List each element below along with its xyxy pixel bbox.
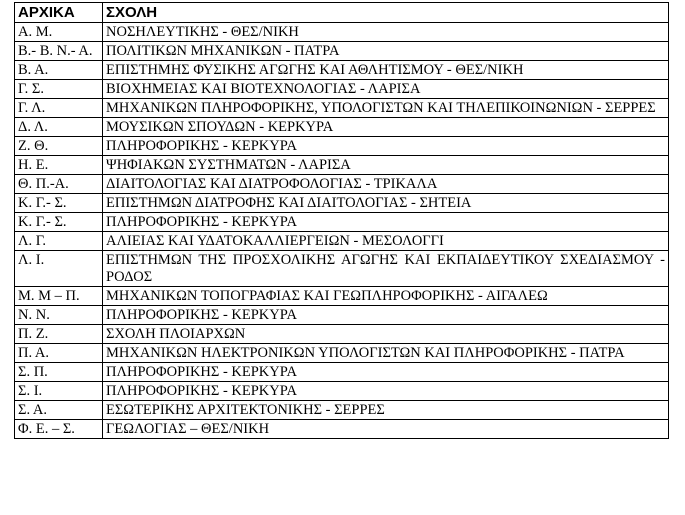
- cell-school: ΕΠΙΣΤΗΜΩΝ ΤΗΣ ΠΡΟΣΧΟΛΙΚΗΣ ΑΓΩΓΗΣ ΚΑΙ ΕΚΠΑΙΔΕΥΤΙΚΟΥ ΣΧΕΔΙΑΣΜΟΥ - ΡΟΔΟΣ: [103, 251, 669, 287]
- schools-table: [14, 2, 669, 439]
- cell-school: ΨΗΦΙΑΚΩΝ ΣΥΣΤΗΜΑΤΩΝ - ΛΑΡΙΣΑ: [103, 156, 669, 175]
- cell-abbreviation: Π. Ζ.: [15, 325, 103, 344]
- cell-school: ΑΛΙΕΙΑΣ ΚΑΙ ΥΔΑΤΟΚΑΛΛΙΕΡΓΕΙΩΝ - ΜΕΣΟΛΟΓΓΙ: [103, 232, 669, 251]
- header-row: [15, 3, 669, 23]
- cell-school: ΜΗΧΑΝΙΚΩΝ ΤΟΠΟΓΡΑΦΙΑΣ ΚΑΙ ΓΕΩΠΛΗΡΟΦΟΡΙΚΗΣ - ΑΙΓΑΛΕΩ: [103, 287, 669, 306]
- table-row: [15, 118, 669, 137]
- table-row: [15, 251, 669, 287]
- cell-abbreviation: Φ. Ε. – Σ.: [15, 420, 103, 439]
- cell-school: ΝΟΣΗΛΕΥΤΙΚΗΣ - ΘΕΣ/ΝΙΚΗ: [103, 23, 669, 42]
- cell-school: ΕΣΩΤΕΡΙΚΗΣ ΑΡΧΙΤΕΚΤΟΝΙΚΗΣ - ΣΕΡΡΕΣ: [103, 401, 669, 420]
- cell-school: ΣΧΟΛΗ ΠΛΟΙΑΡΧΩΝ: [103, 325, 669, 344]
- table-row: [15, 194, 669, 213]
- table-row: [15, 363, 669, 382]
- table-row: [15, 175, 669, 194]
- table-body: [15, 23, 669, 439]
- cell-abbreviation: Α. Μ.: [15, 23, 103, 42]
- table-row: [15, 325, 669, 344]
- cell-abbreviation: Σ. Ι.: [15, 382, 103, 401]
- table-row: [15, 156, 669, 175]
- cell-abbreviation: Η. Ε.: [15, 156, 103, 175]
- table-row: [15, 23, 669, 42]
- cell-school: ΜΟΥΣΙΚΩΝ ΣΠΟΥΔΩΝ - ΚΕΡΚΥΡΑ: [103, 118, 669, 137]
- table-row: [15, 80, 669, 99]
- cell-abbreviation: Σ. Π.: [15, 363, 103, 382]
- cell-school: ΜΗΧΑΝΙΚΩΝ ΠΛΗΡΟΦΟΡΙΚΗΣ, ΥΠΟΛΟΓΙΣΤΩΝ ΚΑΙ ΤΗΛΕΠΙΚΟΙΝΩΝΙΩΝ - ΣΕΡΡΕΣ: [103, 99, 669, 118]
- cell-abbreviation: Σ. Α.: [15, 401, 103, 420]
- cell-abbreviation: Μ. Μ – Π.: [15, 287, 103, 306]
- cell-abbreviation: Κ. Γ.- Σ.: [15, 213, 103, 232]
- cell-abbreviation: Β. Α.: [15, 61, 103, 80]
- cell-school: ΓΕΩΛΟΓΙΑΣ – ΘΕΣ/ΝΙΚΗ: [103, 420, 669, 439]
- table-row: [15, 42, 669, 61]
- cell-school: ΠΛΗΡΟΦΟΡΙΚΗΣ - ΚΕΡΚΥΡΑ: [103, 363, 669, 382]
- cell-abbreviation: Ν. Ν.: [15, 306, 103, 325]
- cell-school: ΕΠΙΣΤΗΜΩΝ ΔΙΑΤΡΟΦΗΣ ΚΑΙ ΔΙΑΙΤΟΛΟΓΙΑΣ - ΣΗΤΕΙΑ: [103, 194, 669, 213]
- table-row: [15, 344, 669, 363]
- cell-abbreviation: Θ. Π.-Α.: [15, 175, 103, 194]
- cell-school: ΕΠΙΣΤΗΜΗΣ ΦΥΣΙΚΗΣ ΑΓΩΓΗΣ ΚΑΙ ΑΘΛΗΤΙΣΜΟΥ - ΘΕΣ/ΝΙΚΗ: [103, 61, 669, 80]
- table-row: [15, 61, 669, 80]
- cell-school: ΔΙΑΙΤΟΛΟΓΙΑΣ ΚΑΙ ΔΙΑΤΡΟΦΟΛΟΓΙΑΣ - ΤΡΙΚΑΛΑ: [103, 175, 669, 194]
- table-row: [15, 137, 669, 156]
- cell-school: ΠΛΗΡΟΦΟΡΙΚΗΣ - ΚΕΡΚΥΡΑ: [103, 137, 669, 156]
- cell-school: ΒΙΟΧΗΜΕΙΑΣ ΚΑΙ ΒΙΟΤΕΧΝΟΛΟΓΙΑΣ - ΛΑΡΙΣΑ: [103, 80, 669, 99]
- cell-abbreviation: Γ. Σ.: [15, 80, 103, 99]
- cell-abbreviation: Λ. Γ.: [15, 232, 103, 251]
- cell-abbreviation: Δ. Λ.: [15, 118, 103, 137]
- table-row: [15, 213, 669, 232]
- cell-school: ΠΟΛΙΤΙΚΩΝ ΜΗΧΑΝΙΚΩΝ - ΠΑΤΡΑ: [103, 42, 669, 61]
- header-abbreviations: ΑΡΧΙΚΑ: [15, 3, 103, 23]
- table-row: [15, 401, 669, 420]
- cell-school: ΠΛΗΡΟΦΟΡΙΚΗΣ - ΚΕΡΚΥΡΑ: [103, 213, 669, 232]
- table-row: [15, 420, 669, 439]
- table-row: [15, 382, 669, 401]
- cell-abbreviation: Λ. Ι.: [15, 251, 103, 287]
- table-row: [15, 287, 669, 306]
- table-row: [15, 306, 669, 325]
- table-row: [15, 99, 669, 118]
- cell-school: ΠΛΗΡΟΦΟΡΙΚΗΣ - ΚΕΡΚΥΡΑ: [103, 306, 669, 325]
- header-school: ΣΧΟΛΗ: [103, 3, 669, 23]
- cell-school: ΜΗΧΑΝΙΚΩΝ ΗΛΕΚΤΡΟΝΙΚΩΝ ΥΠΟΛΟΓΙΣΤΩΝ ΚΑΙ ΠΛΗΡΟΦΟΡΙΚΗΣ - ΠΑΤΡΑ: [103, 344, 669, 363]
- cell-school: ΠΛΗΡΟΦΟΡΙΚΗΣ - ΚΕΡΚΥΡΑ: [103, 382, 669, 401]
- cell-abbreviation: Β.- Β. Ν.- Α.: [15, 42, 103, 61]
- cell-abbreviation: Ζ. Θ.: [15, 137, 103, 156]
- table-row: [15, 232, 669, 251]
- cell-abbreviation: Γ. Λ.: [15, 99, 103, 118]
- cell-abbreviation: Π. Α.: [15, 344, 103, 363]
- cell-abbreviation: Κ. Γ.- Σ.: [15, 194, 103, 213]
